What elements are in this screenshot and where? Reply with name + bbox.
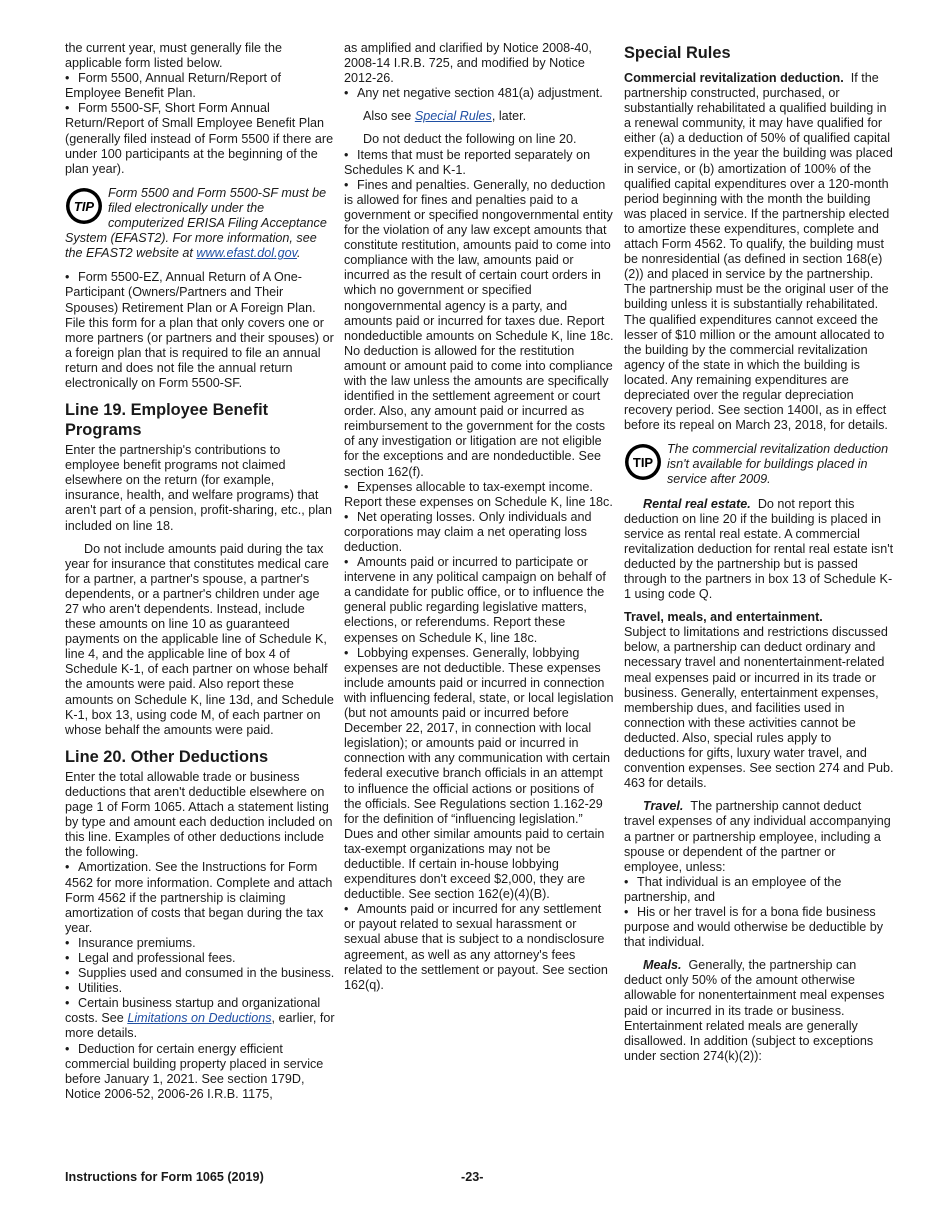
- list-item-insurance: • Insurance premiums.: [65, 936, 335, 951]
- meals-heading: Meals.: [643, 958, 682, 973]
- paragraph-travel: [624, 799, 894, 874]
- paragraph-line20-intro: Enter the total allowable trade or business deductions that aren't deductible elsewhere on page 1 of Form 1065. Attach a statement listing by type and amount each deduction included on this line. Examples of other deductions include the following.: [65, 769, 333, 860]
- list-item-startup-costs: [65, 996, 335, 1041]
- footer-form-title: Instructions for Form 1065 (2019): [65, 1170, 264, 1184]
- rental-real-estate-heading: Rental real estate.: [643, 496, 751, 511]
- travel-meals-heading: Travel, meals, and entertainment.: [624, 610, 823, 625]
- list-item-form-5500ez: • Form 5500-EZ, Annual Return of A One-Participant (Owners/Partners and Their Spouses) Retirement Plan or A Foreign Plan. File this form for a plan that only covers one or more partners (or partners and their spouses) or a foreign plan that is required to file an annual return and does not file the annual return electronically on Form 5500-SF.: [65, 270, 335, 391]
- paragraph-travel-meals: [624, 610, 894, 791]
- travel-text: The partnership cannot deduct travel expenses of any individual accompanying a partner or partnership employee, including a spouse or dependent of the partner or employee, unless:: [624, 799, 891, 874]
- list-item-utilities: • Utilities.: [65, 981, 335, 996]
- tip-text: Form 5500 and Form 5500-SF must be filed electronically under the computerized ERISA Filing Acceptance System (EFAST2). For more information, see the EFAST2 website at: [65, 185, 327, 261]
- tip-box-efast: [65, 186, 335, 261]
- startup-text: Certain business startup and organizational costs. See: [65, 996, 321, 1026]
- list-item-amortization: • Amortization. See the Instructions for Form 4562 for more information. Complete and attach Form 4562 if the partnership is claiming amortization of costs that began during the tax year.: [65, 860, 335, 935]
- tip-icon: [624, 443, 662, 481]
- page-number: -23-: [461, 1170, 484, 1184]
- list-item-energy-efficient: • Deduction for certain energy efficient commercial building property placed in service before January 1, 2021. See section 179D, Notice 2006-52, 2006-26 I.R.B. 1175,: [65, 1042, 335, 1102]
- list-item-nol: • Net operating losses. Only individuals and corporations may claim a net operating loss deduction.: [344, 510, 614, 555]
- tip-icon-label: TIP: [632, 455, 654, 471]
- heading-line-20: Line 20. Other Deductions: [65, 747, 269, 766]
- paragraph-do-not-deduct: Do not deduct the following on line 20.: [363, 132, 577, 147]
- tip-text: The commercial revitalization deduction isn't available for buildings placed in service after 2009.: [667, 442, 889, 487]
- tip-icon-label: TIP: [73, 198, 95, 214]
- rental-real-estate-text: Do not report this deduction on line 20 if the building is placed in service as rental real estate. A commercial revitalization deduction for rental real estate isn't deducted by the partnership but is passed through to the partners in box 13 of Schedule K-1 using code Q.: [624, 496, 894, 602]
- paragraph-line19-exclusions: Do not include amounts paid during the tax year for insurance that constitutes medical care for a partner, a partner's spouse, a partner's dependents, or a partner's children under age 27 who aren't dependents. Instead, include these amounts on line 10 as guaranteed payments on the applicable line of Schedule K, line 4, and the applicable line of box 4 of Schedule K-1, of each partner on whose behalf the amounts were paid. Also report these amounts on Schedule K, line 13d, and Schedule K-1, box 13, using code M, of each partner on whose behalf the amounts were paid.: [65, 541, 334, 737]
- special-rules-link[interactable]: Special Rules: [414, 109, 492, 124]
- paragraph-also-see: [344, 109, 614, 124]
- list-item-fines: • Fines and penalties. Generally, no deduction is allowed for fines and penalties paid to a government or specified nongovernmental entity for the violation of any law except amounts that constitute restitution, amounts paid to come into compliance with the law, amounts paid or incurred as the result of certain court orders in which no government or specified nongovernmental agency is a party, and amounts paid or incurred for taxes due. Report nondeductible amounts on Schedule K, line 18c. No deduction is allowed for the restitution amount or amount paid to come into compliance with the law unless the amounts are specifically identified in the settlement agreement or court order. Also, any amount paid or incurred as reimbursement to the government for the costs of any investigation or litigation are not eligible for the exceptions and are nondeductible. See section 162(f).: [344, 178, 614, 480]
- tip-box-revitalization: [624, 442, 894, 487]
- list-item-supplies: • Supplies used and consumed in the business.: [65, 966, 335, 981]
- list-item-bona-fide: • His or her travel is for a bona fide business purpose and would otherwise be deductible by that individual.: [624, 905, 894, 950]
- list-item-legal-fees: • Legal and professional fees.: [65, 951, 335, 966]
- list-item-separate-items: • Items that must be reported separately on Schedules K and K-1.: [344, 148, 614, 178]
- paragraph-rental-real-estate: [624, 497, 894, 603]
- paragraph-intro: the current year, must generally file the applicable form listed below.: [65, 41, 283, 71]
- startup-text-end: , earlier, for more details.: [65, 1011, 335, 1041]
- list-item-form-5500sf: • Form 5500-SF, Short Form Annual Return/Report of Small Employee Benefit Plan (generally filed instead of Form 5500 if there are under 100 participants at the beginning of the plan year).: [65, 101, 335, 176]
- limitations-on-deductions-link[interactable]: Limitations on Deductions: [127, 1011, 272, 1026]
- commercial-revitalization-heading: Commercial revitalization deduction.: [624, 71, 844, 85]
- commercial-revitalization-text: If the partnership constructed, purchased, or substantially rehabilitated a qualified building in a renewal community, it may have qualified for either (a) a deduction of 50% of qualified capital expenditures in the year the building was placed in service, or (b) amortization of 100% of the qualified capital expenditures over a 120-month period beginning with the month the building was placed in service. If the partnership elected to amortize these expenditures, complete and attach Form 4562. To qualify, the building must be nonresidential (as defined in section 168(e)(2)) and placed in service by the partnership. The partnership must be the original user of the building unless it is substantially rehabilitated. The qualified expenditures cannot exceed the lesser of $10 million or the amount allocated to the building by the commercial revitalization agency of the state in which the building is located. Any remaining expenditures are depreciated over the regular depreciation recovery period. See section 1400I, as in effect before its repeal on March 23, 2018, for details.: [624, 71, 893, 433]
- column-right: [624, 41, 894, 1064]
- tip-text-end: .: [296, 246, 301, 261]
- list-item-481a: • Any net negative section 481(a) adjustment.: [344, 86, 614, 101]
- paragraph-line19-contributions: Enter the partnership's contributions to employee benefit programs not claimed elsewhere on the return (for example, insurance, health, and welfare programs) that aren't part of a pension, profit-sharing, etc., plan included on line 18.: [65, 443, 333, 533]
- heading-line-19: Line 19. Employee Benefit Programs: [65, 401, 269, 440]
- list-item-employee: • That individual is an employee of the partnership, and: [624, 875, 894, 905]
- paragraph-meals: [624, 958, 894, 1064]
- list-item-lobbying: • Lobbying expenses. Generally, lobbying expenses are not deductible. These expenses include amounts paid or incurred in connection with influencing federal, state, or local legislation (but not amounts paid or incurred before December 22, 2017, in connection with local legislation); or amounts paid or incurred in connection with any communication with certain federal executive branch officials in an attempt to influence the official actions or positions of the officials. See Regulations section 1.162-29 for the definition of “influencing legislation.” Dues and other similar amounts paid to certain tax-exempt organizations may not be deductible. If certain in-house lobbying expenditures don't exceed $2,000, they are deductible. See section 162(e)(4)(B).: [344, 646, 614, 903]
- list-item-tax-exempt: • Expenses allocable to tax-exempt income. Report these expenses on Schedule K, line 18c.: [344, 480, 614, 510]
- list-item-political: • Amounts paid or incurred to participate or intervene in any political campaign on behalf of a candidate for public office, or to influence the general public regarding legislative matters, elections, or referendums. Report these expenses on Schedule K, line 18c.: [344, 555, 614, 646]
- travel-heading: Travel.: [643, 799, 684, 814]
- efast-website-link[interactable]: www.efast.dol.gov: [196, 246, 297, 261]
- also-see-text-end: , later.: [491, 109, 527, 124]
- heading-special-rules: Special Rules: [624, 44, 731, 62]
- column-left: [65, 41, 335, 1102]
- column-middle: [344, 41, 614, 993]
- paragraph-continued: as amplified and clarified by Notice 2008-40, 2008-14 I.R.B. 725, and modified by Notice 2012-26.: [344, 41, 592, 86]
- meals-text: Generally, the partnership can deduct only 50% of the amount otherwise allowable for nonentertainment meal expenses paid or incurred in its trade or business. Entertainment related meals are generally disallowed. In addition (subject to exceptions under section 274(k)(2)):: [624, 958, 885, 1063]
- list-item-harassment: • Amounts paid or incurred for any settlement or payout related to sexual harassment or sexual abuse that is subject to a nondisclosure agreement, as well as any attorney's fees related to the settlement or payout. See section 162(q).: [344, 902, 614, 993]
- travel-meals-text: Subject to limitations and restrictions discussed below, a partnership can deduct ordinary and necessary travel and nonentertainment-related meal expenses paid or incurred in its trade or business. Generally, entertainment expenses, membership dues, and facilities used in connection with these activities cannot be deducted. Also, special rules apply to deductions for gifts, luxury water travel, and convention expenses. See section 274 and Pub. 463 for details.: [624, 625, 894, 791]
- paragraph-commercial-revitalization: [624, 71, 894, 433]
- also-see-text: Also see: [363, 109, 412, 124]
- tip-icon: [65, 187, 103, 225]
- list-item-form-5500: • Form 5500, Annual Return/Report of Employee Benefit Plan.: [65, 71, 335, 101]
